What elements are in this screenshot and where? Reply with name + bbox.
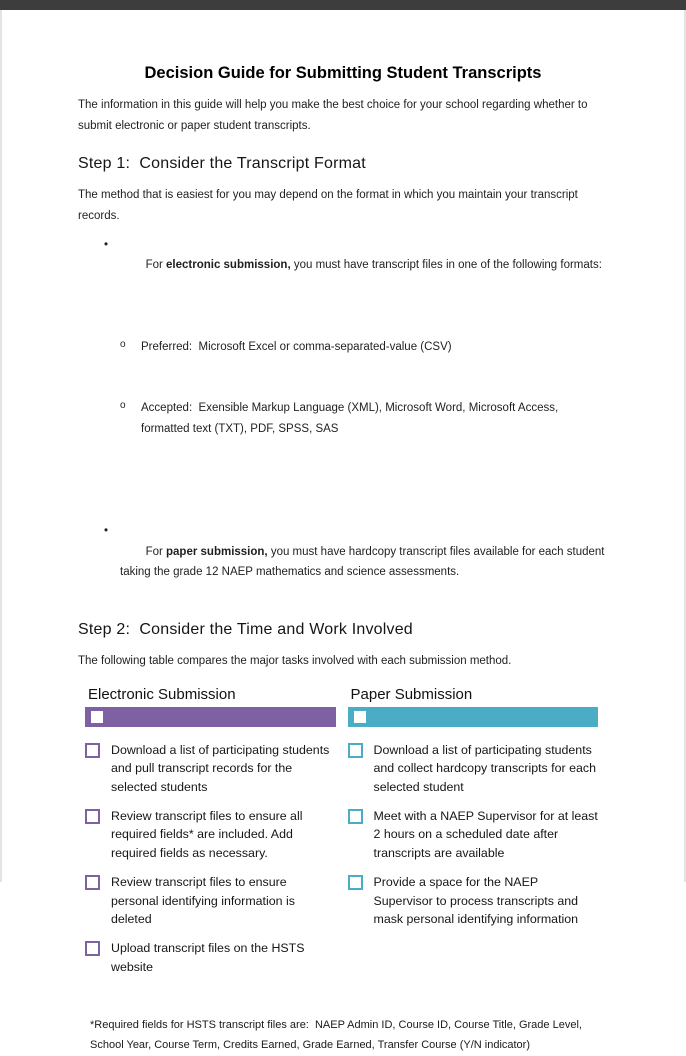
submission-comparison [85,686,602,987]
step1-heading: Step 1: Consider the Transcript Format [78,154,366,172]
bullet-text-pre: For [145,259,167,272]
checkbox-icon [348,743,363,758]
checklist-item-text: Download a list of participating students and collect hardcopy transcripts for each selected student [373,743,600,794]
required-fields-footnote: *Required fields for HSTS transcript files are: NAEP Admin ID, Course ID, Course Title, Grade Level, School Year, Course Term, Credits Earned, Grade Earned, Transfer Course (Y/N indicator) [90,1019,586,1052]
bullet-paper-submission [78,521,608,603]
format-sub-list [120,296,608,480]
checklist-item-text: Review transcript files to ensure personal identifying information is deleted [111,875,299,926]
checkbox-icon [85,941,100,956]
page-left-edge [0,10,2,882]
paper-checklist [348,741,602,928]
checklist-item [85,873,336,928]
checklist-item-text: Download a list of participating students and pull transcript records for the selected students [111,743,333,794]
checkbox-icon [85,809,100,824]
bullet-text-post: you must have hardcopy transcript files available for each student taking the grade 12 NAEP mathematics and science assessments. [120,545,608,579]
checkbox-legend-icon [354,711,366,723]
checklist-item [348,873,599,928]
page-title: Decision Guide for Submitting Student Transcripts [144,64,542,82]
electronic-submission-column [85,686,336,987]
electronic-header-bar [85,707,336,727]
checkbox-legend-icon [91,711,103,723]
step1-body: The method that is easiest for you may depend on the format in which you maintain your transcript records. [78,188,582,222]
bullet-text-post: you must have transcript files in one of the following formats: [290,259,602,272]
paper-submission-column [348,686,602,987]
checkbox-icon [348,875,363,890]
electronic-column-header: Electronic Submission [88,686,236,704]
checklist-item [348,807,602,862]
electronic-checklist [85,741,336,976]
checklist-item [85,741,336,796]
checklist-item-text: Upload transcript files on the HSTS website [111,941,308,974]
bullet-electronic-submission [78,235,608,522]
intro-paragraph: The information in this guide will help you make the best choice for your school regarding whether to submit electronic or paper student transcripts. [78,99,591,132]
sub-bullet-preferred: o Preferred: Microsoft Excel or comma-separated-value (CSV) [120,337,608,357]
step2-heading: Step 2: Consider the Time and Work Involved [78,621,413,639]
bullet-text-bold: paper submission, [166,545,268,558]
bullet-text-pre: For [145,545,167,558]
step2-body: The following table compares the major tasks involved with each submission method. [78,655,512,668]
paper-header-bar [348,707,599,727]
document-page [0,10,686,1056]
step1-bullet-list [78,235,608,603]
bullet-text-bold: electronic submission, [166,259,291,272]
checklist-item [85,807,336,862]
checkbox-icon [85,875,100,890]
viewer-top-bar [0,0,686,10]
checklist-item-text: Review transcript files to ensure all required fields* are included. Add required fields as necessary. [111,809,306,860]
checklist-item-text: Meet with a NAEP Supervisor for at least 2 hours on a scheduled date after transcripts are available [373,809,602,860]
sub-bullet-accepted: o Accepted: Exensible Markup Language (XML), Microsoft Word, Microsoft Access, formatted text (TXT), PDF, SPSS, SAS [120,398,608,439]
checkbox-icon [85,743,100,758]
checklist-item-text: Provide a space for the NAEP Supervisor to process transcripts and mask personal identifying information [373,875,582,926]
paper-column-header: Paper Submission [350,686,473,704]
checkbox-icon [348,809,363,824]
checklist-item [348,741,599,796]
checklist-item [85,939,336,976]
